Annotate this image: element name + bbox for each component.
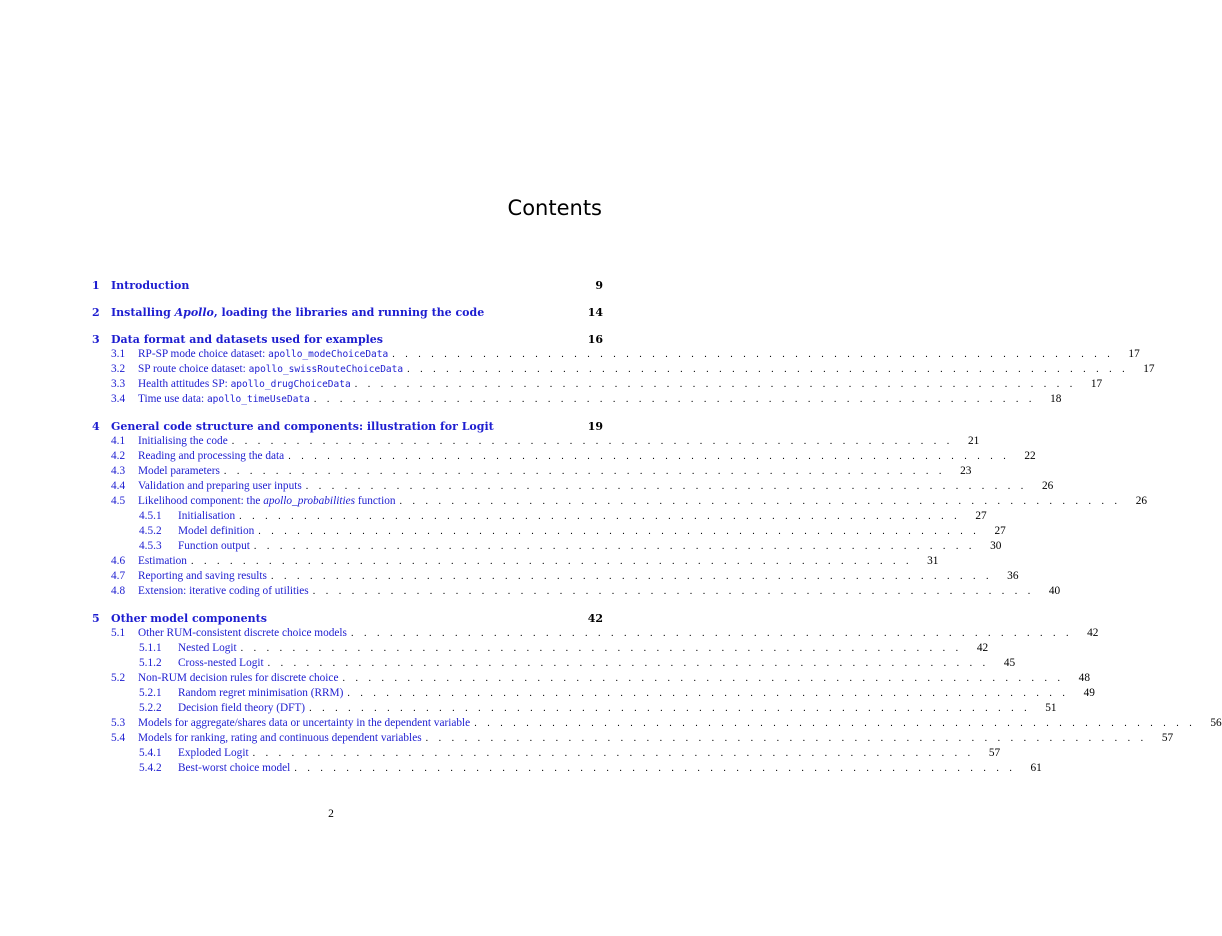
chapter-page: 9 xyxy=(595,279,603,292)
chapter-number: 5 xyxy=(92,612,100,625)
toc-subsection-4-5-2[interactable]: 4.5.2 Model definition . . . . . . . . . . . . . . . . . . . . . . . . . . . . . . . . . . . . . . . . . . . . . . . . . . . . . . . . 27 xyxy=(139,525,1006,537)
toc-chapter-2[interactable] xyxy=(92,306,603,321)
chapter-page: 16 xyxy=(587,333,603,346)
toc-section-3-4[interactable]: 3.4 Time use data: apollo_timeUseData . . . . . . . . . . . . . . . . . . . . . . . . . . . . . . . . . . . . . . . . . . . . . . . . . . . . . . . . 18 xyxy=(111,393,1062,405)
toc-section-4-1[interactable]: 4.1 Initialising the code . . . . . . . . . . . . . . . . . . . . . . . . . . . . . . . . . . . . . . . . . . . . . . . . . . . . . . . . 21 xyxy=(111,435,980,447)
toc-subsection-5-4-1[interactable]: 5.4.1 Exploded Logit . . . . . . . . . . . . . . . . . . . . . . . . . . . . . . . . . . . . . . . . . . . . . . . . . . . . . . . . 57 xyxy=(139,747,1001,759)
chapter-number: 2 xyxy=(92,306,100,319)
toc-section-4-3[interactable]: 4.3 Model parameters . . . . . . . . . . . . . . . . . . . . . . . . . . . . . . . . . . . . . . . . . . . . . . . . . . . . . . . . 23 xyxy=(111,465,972,477)
toc-section-5-2[interactable]: 5.2 Non-RUM decision rules for discrete choice . . . . . . . . . . . . . . . . . . . . . . . . . . . . . . . . . . . . . . . . . . . . . . . . . . . . . . . . 48 xyxy=(111,672,1090,684)
page-number: 2 xyxy=(328,808,334,820)
chapter-number: 3 xyxy=(92,333,100,346)
toc-subsection-5-4-2[interactable]: 5.4.2 Best-worst choice model . . . . . . . . . . . . . . . . . . . . . . . . . . . . . . . . . . . . . . . . . . . . . . . . . . . . . . . . 61 xyxy=(139,762,1042,774)
toc-subsection-5-1-1[interactable]: 5.1.1 Nested Logit . . . . . . . . . . . . . . . . . . . . . . . . . . . . . . . . . . . . . . . . . . . . . . . . . . . . . . . . 42 xyxy=(139,642,989,654)
toc-chapter-4[interactable] xyxy=(92,420,603,435)
toc-section-4-4[interactable]: 4.4 Validation and preparing user inputs . . . . . . . . . . . . . . . . . . . . . . . . . . . . . . . . . . . . . . . . . . . . . . . . . . . . . . . . 26 xyxy=(111,480,1054,492)
toc-subsection-5-2-1[interactable]: 5.2.1 Random regret minimisation (RRM) . . . . . . . . . . . . . . . . . . . . . . . . . . . . . . . . . . . . . . . . . . . . . . . . . . . . . . . . 49 xyxy=(139,687,1095,699)
toc-chapter-3[interactable] xyxy=(92,333,603,348)
chapter-title: Other model components xyxy=(111,612,267,625)
chapter-title: Installing Apollo, loading the libraries and running the code xyxy=(111,306,485,319)
toc-section-4-7[interactable]: 4.7 Reporting and saving results . . . . . . . . . . . . . . . . . . . . . . . . . . . . . . . . . . . . . . . . . . . . . . . . . . . . . . . . 36 xyxy=(111,570,1019,582)
toc-section-5-3[interactable]: 5.3 Models for aggregate/shares data or uncertainty in the dependent variable . . . . . . . . . . . . . . . . . . . . . . . . . . . . . . . . . . . . . . . . . . . . . . . . . . . . . . . . 56 xyxy=(111,717,1222,729)
toc-subsection-5-2-2[interactable]: 5.2.2 Decision field theory (DFT) . . . . . . . . . . . . . . . . . . . . . . . . . . . . . . . . . . . . . . . . . . . . . . . . . . . . . . . . 51 xyxy=(139,702,1057,714)
chapter-page: 19 xyxy=(587,420,603,433)
toc-section-4-2[interactable]: 4.2 Reading and processing the data . . . . . . . . . . . . . . . . . . . . . . . . . . . . . . . . . . . . . . . . . . . . . . . . . . . . . . . . 22 xyxy=(111,450,1036,462)
toc-chapter-1[interactable] xyxy=(92,279,603,294)
chapter-number: 4 xyxy=(92,420,100,433)
chapter-title: Introduction xyxy=(111,279,190,292)
chapter-page: 42 xyxy=(587,612,603,625)
toc-section-3-1[interactable]: 3.1 RP-SP mode choice dataset: apollo_modeChoiceData . . . . . . . . . . . . . . . . . . . . . . . . . . . . . . . . . . . . . . . . . . . . . . . . . . . . . . . . 17 xyxy=(111,348,1140,360)
toc-chapter-5[interactable] xyxy=(92,612,603,627)
toc-subsection-4-5-1[interactable]: 4.5.1 Initialisation . . . . . . . . . . . . . . . . . . . . . . . . . . . . . . . . . . . . . . . . . . . . . . . . . . . . . . . . 27 xyxy=(139,510,987,522)
chapter-number: 1 xyxy=(92,279,100,292)
toc-subsection-5-1-2[interactable]: 5.1.2 Cross-nested Logit . . . . . . . . . . . . . . . . . . . . . . . . . . . . . . . . . . . . . . . . . . . . . . . . . . . . . . . . 45 xyxy=(139,657,1016,669)
chapter-title: General code structure and components: illustration for Logit xyxy=(111,420,494,433)
toc-section-5-4[interactable]: 5.4 Models for ranking, rating and continuous dependent variables . . . . . . . . . . . . . . . . . . . . . . . . . . . . . . . . . . . . . . . . . . . . . . . . . . . . . . . . 57 xyxy=(111,732,1174,744)
contents-heading: Contents xyxy=(507,196,602,220)
chapter-title: Data format and datasets used for examples xyxy=(111,333,384,346)
toc-section-4-6[interactable]: 4.6 Estimation . . . . . . . . . . . . . . . . . . . . . . . . . . . . . . . . . . . . . . . . . . . . . . . . . . . . . . . . 31 xyxy=(111,555,939,567)
toc-section-4-8[interactable]: 4.8 Extension: iterative coding of utilities . . . . . . . . . . . . . . . . . . . . . . . . . . . . . . . . . . . . . . . . . . . . . . . . . . . . . . . . 40 xyxy=(111,585,1061,597)
toc-section-3-3[interactable]: 3.3 Health attitudes SP: apollo_drugChoiceData . . . . . . . . . . . . . . . . . . . . . . . . . . . . . . . . . . . . . . . . . . . . . . . . . . . . . . . . 17 xyxy=(111,378,1103,390)
toc-subsection-4-5-3[interactable]: 4.5.3 Function output . . . . . . . . . . . . . . . . . . . . . . . . . . . . . . . . . . . . . . . . . . . . . . . . . . . . . . . . 30 xyxy=(139,540,1002,552)
toc-section-5-1[interactable]: 5.1 Other RUM-consistent discrete choice models . . . . . . . . . . . . . . . . . . . . . . . . . . . . . . . . . . . . . . . . . . . . . . . . . . . . . . . . 42 xyxy=(111,627,1099,639)
toc-section-3-2[interactable]: 3.2 SP route choice dataset: apollo_swissRouteChoiceData . . . . . . . . . . . . . . . . . . . . . . . . . . . . . . . . . . . . . . . . . . . . . . . . . . . . . . . . 17 xyxy=(111,363,1155,375)
chapter-page: 14 xyxy=(587,306,603,319)
toc-section-4-5[interactable]: 4.5 Likelihood component: the apollo_probabilities function . . . . . . . . . . . . . . . . . . . . . . . . . . . . . . . . . . . . . . . . . . . . . . . . . . . . . . . . 26 xyxy=(111,495,1148,507)
table-of-contents xyxy=(92,279,1222,777)
